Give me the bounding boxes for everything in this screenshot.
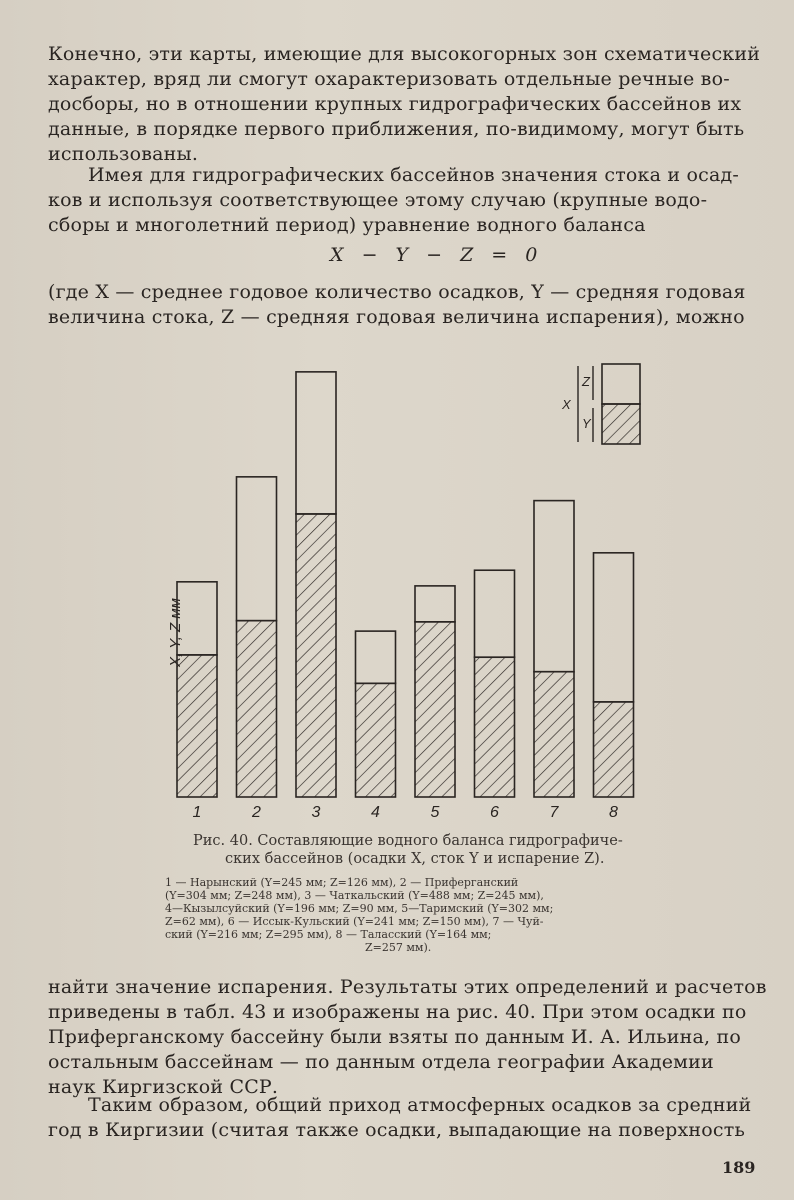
bar-y-runoff — [237, 621, 277, 797]
text-line: данные, в порядке первого приближения, по-видимому, могут быть — [48, 118, 745, 140]
page-number: 189 — [722, 1158, 756, 1177]
x-tick-label: 7 — [549, 804, 559, 820]
water-balance-chart — [150, 350, 650, 820]
x-tick-label: 1 — [192, 804, 202, 820]
bar-z-evaporation — [475, 570, 515, 657]
bar-z-evaporation — [237, 477, 277, 621]
text-line: наук Киргизской ССР. — [48, 1076, 279, 1098]
x-tick-label: 4 — [371, 804, 380, 820]
legend-label: Z — [582, 374, 590, 389]
text-line: досборы, но в отношении крупных гидрографических бассейнов их — [48, 93, 742, 115]
caption-line: ских бассейнов (осадки X, сток Y и испарение Z). — [225, 851, 605, 867]
bar-y-runoff — [415, 622, 455, 797]
legend-label: X — [562, 397, 571, 412]
bar-z-evaporation — [534, 501, 574, 672]
paragraph-3 — [48, 280, 760, 330]
text-line: остальным бассейнам — по данным отдела географии Академии — [48, 1051, 714, 1073]
y-axis-label: X, Y, Z мм — [167, 598, 184, 667]
text-line: Имея для гидрографических бассейнов значения стока и осад- — [88, 164, 740, 186]
text-line: Таким образом, общий приход атмосферных осадков за средний — [88, 1094, 752, 1116]
paragraph-2 — [48, 163, 760, 238]
legend-box-z — [602, 364, 640, 404]
bar-y-runoff — [534, 672, 574, 797]
paragraph-1 — [48, 42, 760, 167]
bar-y-runoff — [475, 657, 515, 797]
caption-line: Рис. 40. Составляющие водного баланса гидрографиче- — [193, 833, 623, 849]
bar-y-runoff — [296, 514, 336, 797]
x-tick-label: 6 — [490, 804, 499, 820]
bar-y-runoff — [356, 683, 396, 797]
text-line: Конечно, эти карты, имеющие для высокогорных зон схематический — [48, 43, 761, 65]
bar-z-evaporation — [594, 553, 634, 702]
text-line: год в Киргизии (считая также осадки, выпадающие на поверхность — [48, 1119, 746, 1141]
legend-text-line: 1 — Нарынский (Y=245 мм; Z=126 мм), 2 — Приферганский — [165, 876, 519, 889]
legend-box-y — [602, 404, 640, 444]
water-balance-formula: X − Y − Z = 0 — [330, 244, 544, 266]
bar-z-evaporation — [296, 372, 336, 514]
text-line: найти значение испарения. Результаты этих определений и расчетов — [48, 976, 767, 998]
bar-y-runoff — [594, 702, 634, 797]
bar-y-runoff — [177, 655, 217, 797]
text-line: использованы. — [48, 143, 199, 165]
text-line: характер, вряд ли смогут охарактеризовать отдельные речные во- — [48, 68, 730, 90]
paragraph-5 — [48, 1093, 760, 1143]
figure-caption — [165, 832, 645, 868]
legend-label: Y — [582, 416, 591, 431]
x-tick-label: 3 — [311, 804, 321, 820]
x-tick-label: 5 — [430, 804, 440, 820]
legend-text-line: Z=62 мм), 6 — Иссык-Кульский (Y=241 мм; Z=150 мм), 7 — Чуй- — [165, 915, 544, 928]
text-line: Приферганскому бассейну были взяты по данным И. А. Ильина, по — [48, 1026, 742, 1048]
text-line: приведены в табл. 43 и изображены на рис. 40. При этом осадки по — [48, 1001, 747, 1023]
text-line: (где X — среднее годовое количество осадков, Y — средняя годовая — [48, 281, 746, 303]
text-line: величина стока, Z — средняя годовая величина испарения), можно — [48, 306, 745, 328]
text-line: ков и используя соответствующее этому случаю (крупные водо- — [48, 189, 708, 211]
paragraph-4 — [48, 975, 767, 1100]
legend-text-line: (Y=304 мм; Z=248 мм), 3 — Чаткальский (Y=488 мм; Z=245 мм), — [165, 889, 544, 902]
chart-legend — [561, 364, 640, 444]
figure-legend-text — [165, 876, 645, 954]
legend-text-line: ский (Y=216 мм; Z=295 мм), 8 — Таласский (Y=164 мм; — [165, 928, 492, 941]
bar-z-evaporation — [415, 586, 455, 622]
x-tick-label: 8 — [609, 804, 618, 820]
legend-text-line: Z=257 мм). — [365, 941, 432, 954]
text-line: сборы и многолетний период) уравнение водного баланса — [48, 214, 646, 236]
x-tick-label: 2 — [252, 804, 261, 820]
bar-z-evaporation — [356, 631, 396, 683]
legend-text-line: 4—Кызылсуйский (Y=196 мм; Z=90 мм, 5—Таримский (Y=302 мм; — [165, 902, 554, 915]
